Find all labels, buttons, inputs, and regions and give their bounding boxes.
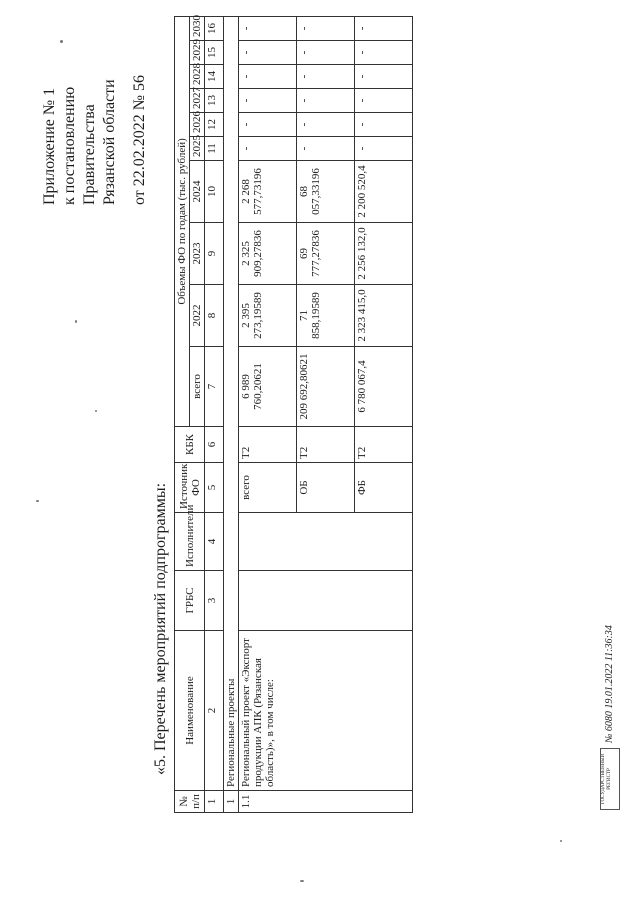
col-number: 9	[205, 223, 224, 285]
header-year-2024: 2024	[190, 161, 205, 223]
col-number: 6	[205, 427, 224, 463]
value-2026: -	[297, 113, 355, 137]
row-name: Региональные проекты	[224, 16, 239, 790]
col-number: 11	[205, 137, 224, 161]
value-2029: -	[297, 41, 355, 65]
col-number: 2	[205, 631, 224, 791]
col-number: 13	[205, 89, 224, 113]
row-name: Региональный проект «Экспорт продукции АПК (Рязанская область)», в том числе:	[239, 631, 413, 791]
value-total: 6 780 067,4	[355, 347, 413, 427]
table-row	[239, 16, 297, 812]
value-2023: 2 325 909,27836	[239, 223, 297, 285]
col-number: 15	[205, 41, 224, 65]
value-2030: -	[239, 16, 297, 40]
col-number: 3	[205, 571, 224, 631]
col-number: 7	[205, 347, 224, 427]
row-number: 1	[224, 791, 239, 813]
appendix-line-4: от 22.02.2022 № 56	[131, 74, 148, 205]
row-number: 1.1	[239, 791, 413, 813]
appendix-line-2: к постановлению Правительства	[61, 86, 98, 205]
header-executors: Исполнители	[175, 513, 205, 571]
value-2023: 69 777,27836	[297, 223, 355, 285]
value-2022: 71 858,19589	[297, 285, 355, 347]
value-2028: -	[239, 65, 297, 89]
col-number: 1	[205, 791, 224, 813]
registry-number: № 6080 19.01.2022 11:36:34	[604, 625, 615, 743]
table-row-regional	[224, 16, 239, 812]
value-2028: -	[355, 65, 413, 89]
header-source: Источник ФО	[175, 463, 205, 513]
registry-stamp	[600, 748, 620, 810]
scan-speck	[60, 40, 63, 43]
value-2022: 2 395 273,19589	[239, 285, 297, 347]
row-kbk: Т2	[355, 427, 413, 463]
stamp-text: ГОСУДАРСТВЕННЫЙ РЕГИСТР	[601, 753, 612, 805]
scan-speck	[560, 840, 562, 842]
value-2024: 2 200 520,4	[355, 161, 413, 223]
header-year-2029: 2029	[190, 41, 205, 65]
header-volumes: Объемы ФО по годам (тыс. рублей)	[175, 16, 190, 426]
header-year-2025: 2025	[190, 137, 205, 161]
header-year-total: всего	[190, 347, 205, 427]
value-2024: 2 268 577,73196	[239, 161, 297, 223]
col-number: 12	[205, 113, 224, 137]
value-2023: 2 256 132,0	[355, 223, 413, 285]
header-name: Наименование	[175, 631, 205, 791]
header-year-2028: 2028	[190, 65, 205, 89]
value-2030: -	[297, 16, 355, 40]
header-grbs: ГРБС	[175, 571, 205, 631]
scan-speck	[95, 410, 97, 412]
row-executors	[239, 513, 413, 571]
value-2025: -	[297, 137, 355, 161]
value-2030: -	[355, 16, 413, 40]
col-number: 5	[205, 463, 224, 513]
header-year-2023: 2023	[190, 223, 205, 285]
appendix-line-3: Рязанской области	[101, 79, 118, 205]
value-2029: -	[355, 41, 413, 65]
appendix-line-1: Приложение № 1	[41, 87, 58, 205]
header-year-2026: 2026	[190, 113, 205, 137]
row-grbs	[239, 571, 413, 631]
col-number: 14	[205, 65, 224, 89]
value-2027: -	[355, 89, 413, 113]
section-title: «5. Перечень мероприятий подпрограммы:	[152, 482, 169, 775]
row-source: всего	[239, 463, 297, 513]
scan-speck	[300, 880, 304, 882]
col-number: 8	[205, 285, 224, 347]
col-number: 16	[205, 16, 224, 40]
row-kbk: Т2	[297, 427, 355, 463]
scan-speck	[36, 500, 39, 502]
value-2025: -	[355, 137, 413, 161]
col-number: 10	[205, 161, 224, 223]
column-number-row	[205, 16, 224, 812]
value-2027: -	[297, 89, 355, 113]
activities-table	[174, 16, 413, 813]
value-total: 6 989 760,20621	[239, 347, 297, 427]
value-2022: 2 323 415,0	[355, 285, 413, 347]
header-year-2030: 2030	[190, 16, 205, 40]
row-source: ОБ	[297, 463, 355, 513]
value-2028: -	[297, 65, 355, 89]
header-year-2027: 2027	[190, 89, 205, 113]
appendix-block	[40, 0, 150, 205]
header-kbk: КБК	[175, 427, 205, 463]
row-kbk: Т2	[239, 427, 297, 463]
value-2026: -	[355, 113, 413, 137]
value-2025: -	[239, 137, 297, 161]
scan-speck	[75, 320, 77, 323]
col-number: 4	[205, 513, 224, 571]
value-2029: -	[239, 41, 297, 65]
value-2027: -	[239, 89, 297, 113]
value-2024: 68 057,33196	[297, 161, 355, 223]
header-no: № п/п	[175, 791, 205, 813]
value-2026: -	[239, 113, 297, 137]
header-year-2022: 2022	[190, 285, 205, 347]
row-source: ФБ	[355, 463, 413, 513]
value-total: 209 692,80621	[297, 347, 355, 427]
